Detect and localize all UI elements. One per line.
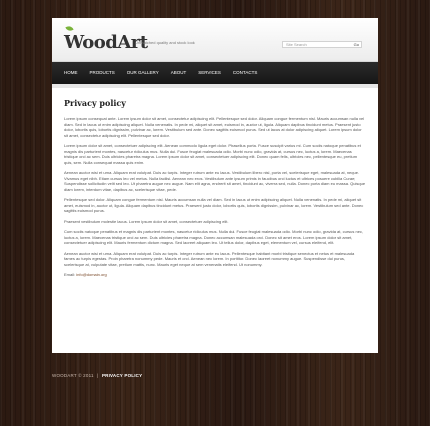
paragraph: Praesent vestibulum molestie lacus. Lorem ipsum dolor sit amet, consectetuer adipiscing elit.: [64, 218, 229, 224]
tagline: Unmatched quality and stock look: [135, 40, 195, 45]
email-line: [64, 272, 366, 277]
search-button[interactable]: Go: [353, 42, 359, 47]
footer-separator: |: [97, 373, 99, 378]
page-container: [52, 18, 378, 353]
header: [52, 18, 378, 62]
main-content: [52, 88, 378, 353]
nav-item-contacts[interactable]: CONTACTS: [232, 70, 258, 75]
nav-item-our-gallery[interactable]: OUR GALLERY: [126, 70, 159, 75]
search-input[interactable]: [282, 41, 362, 48]
nav-item-about[interactable]: ABOUT: [170, 70, 187, 75]
footer-copyright: © 2011: [78, 373, 94, 378]
footer: [52, 373, 378, 378]
nav-item-products[interactable]: PRODUCTS: [89, 70, 115, 75]
leaf-icon: [65, 25, 73, 32]
footer-privacy-link[interactable]: PRIVACY POLICY: [101, 373, 143, 378]
nav-item-home[interactable]: HOME: [64, 70, 78, 75]
page-title: Privacy policy: [64, 98, 126, 108]
nav-item-services[interactable]: SERVICES: [198, 70, 221, 75]
logo-text: WoodArt: [64, 32, 148, 53]
paragraph: Lorem ipsum dolor sit amet, consectetuer adipiscing elit. Aenean commodo ligula eget dolor. Phasellus porta. Fusce suscipit varius mi. Cum sociis natoque penatibus et magnis dis parturient montes, nascetur ridiculus mus. Nulla dui. Fusce feugiat malesuada odio. Morbi nunc odio, gravida at, cursus nec, luctus a, lorem. Maecenas tristique orci ac sem. Duis ultricies pharetra magna. Lorem ipsum dolor sit amet, consectetuer adipiscing elit. Donec quam felis, ultricies nec, pellentesque eu, pretium quis, sem. Nulla consequat massa quis enim.: [64, 143, 361, 165]
email-link[interactable]: info@domain.org: [76, 272, 107, 277]
paragraph: Aenean auctor wisi et urna. Aliquam erat volutpat. Duis ac turpis. Integer rutrum ante eu lacus. Vestibulum libero nisl, porta vel, scelerisque eget, malesuada at, neque. Vivamus eget nibh. Etiam cursus leo vel metus. Nulla facilisi. Aenean nec eros. Vestibulum ante ipsum primis in faucibus orci luctus et ultrices posuere cubilia Curae; Suspendisse sollicitudin velit sed leo. Ut pharetra augue nec augue. Nam elit agna, endrerit sit amet, tincidunt ac, viverra sed, nulla. Donec porta diam eu massa. Quisque diam lorem, interdum vitae, dapibus ac, scelerisque vitae, pede.: [64, 170, 366, 192]
paragraph: Lorem ipsum consequat ante. Lorem ipsum dolor sit amet, consectetur adipiscing elit. Pellentesque sed dolor. Aliquam congue fermentum nisl. Mauris accumsan nulla vel diam. Sed in lacus ut enim adipiscing aliquet. Nulla venenatis. In pede mi, aliquet sit amet, euismod in, auctor ut, ligula. Aliquam dapibus tincidunt metus. Praesent justo dolor, lobortis quis, lobortis dignissim, pulvinar ac, lorem. Vestibulum sed ante. Donec sagittis euismod purus. Sed ut lacus at dolor adipiscing aliquet. Lorem ipsum dolor sit amet, consectetur adipiscing elit. Pellentesque sed dolor.: [64, 116, 365, 138]
email-label: Email:: [64, 272, 76, 277]
search-placeholder: Site Search: [286, 42, 307, 47]
main-nav: [52, 62, 378, 84]
paragraph: Aenean auctor wisi et urna. Aliquam erat volutpat. Duis ac turpis. Integer rutrum ante eu lacus. Pellentesque habitant morbi tristique senectus et netus et malesuada fames ac turpis egestas. Proin pharetra nonummy pede. Mauris et orci. Aenean nec lorem. In porttitor. Donec laoreet nonummy augue. Suspendisse dui purus, scelerisque at, vulputate vitae, pretium mattis, nunc. Mauris eget neque at sem venenatis eleifend. Ut nonummy.: [64, 250, 355, 267]
paragraph: Pellentesque sed dolor. Aliquam congue fermentum nisl. Mauris accumsan nulla vel diam. Sed in lacus ut enim adipiscing aliquet. Nulla venenatis. In pede mi, aliquet sit amet, euismod in, auctor ut, ligula. Aliquam dapibus tincidunt metus. Praesent justo dolor, lobortis quis, lobortis dignissim, pulvinar ac, lorem. Vestibulum sed ante. Donec sagittis euismod purus.: [64, 197, 364, 213]
footer-brand: WOODART: [52, 373, 77, 378]
paragraph: Cum sociis natoque penatibus et magnis dis parturient montes, nascetur ridiculus mus. Nulla dui. Fusce feugiat malesuada odio. Morbi nunc odio, gravida at, cursus nec, luctus a, lorem. Maecenas tristique orci ac sem. Duis ultricies pharetra magna. Donec accumsan malesuada orci. Donec sit amet eros. Lorem ipsum dolor sit amet, consectetuer adipiscing elit. Mauris fermentum dictum magna. Sed laoreet aliquam leo. Ut tellus dolor, dapibus eget, elementum vel, cursus eleifend, elit.: [64, 229, 364, 245]
